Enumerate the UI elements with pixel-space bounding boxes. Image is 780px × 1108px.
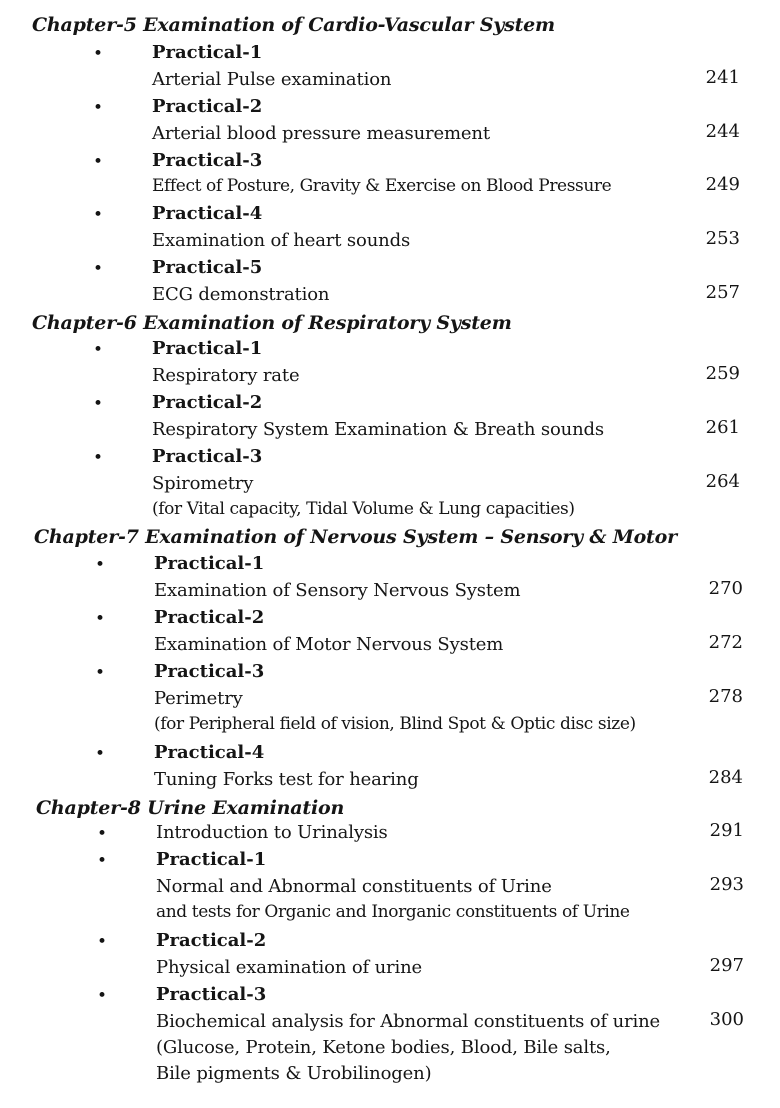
bullet: •	[97, 986, 108, 1006]
practical-subtitle: Bile pigments & Urobilinogen)	[156, 1063, 432, 1084]
page-number: 257	[705, 282, 740, 303]
page-number: 244	[705, 121, 740, 142]
bullet: •	[93, 340, 104, 360]
practical-heading: Practical-1	[156, 849, 267, 870]
practical-title: Respiratory System Examination & Breath sounds	[152, 419, 604, 440]
page-number: 259	[705, 363, 740, 384]
bullet: •	[97, 932, 108, 952]
practical-heading: Practical-2	[156, 930, 267, 951]
page-number: 264	[705, 471, 740, 492]
practical-title: Effect of Posture, Gravity & Exercise on Blood Pressure	[152, 176, 612, 196]
practical-heading: Practical-2	[154, 607, 265, 628]
practical-heading: Practical-1	[152, 338, 263, 359]
bullet: •	[95, 555, 106, 575]
practical-heading: Practical-3	[152, 150, 263, 171]
bullet: •	[97, 851, 108, 871]
bullet: •	[93, 98, 104, 118]
bullet: •	[93, 259, 104, 279]
page-number: 249	[705, 174, 740, 195]
practical-title: Normal and Abnormal constituents of Urine	[156, 876, 552, 897]
practical-title: Examination of Motor Nervous System	[154, 634, 504, 655]
bullet: •	[93, 44, 104, 64]
practical-title: Perimetry	[154, 688, 243, 709]
page-number: 291	[709, 820, 744, 841]
practical-subtitle: (Glucose, Protein, Ketone bodies, Blood, Bile salts,	[156, 1037, 611, 1058]
practical-heading: Practical-4	[154, 742, 265, 763]
practical-title: Spirometry	[152, 473, 254, 494]
practical-heading: Practical-2	[152, 392, 263, 413]
practical-title: ECG demonstration	[152, 284, 330, 305]
practical-heading: Practical-3	[156, 984, 267, 1005]
page-number: 278	[708, 686, 743, 707]
page-number: 253	[705, 228, 740, 249]
chapter-7-title: Chapter-7 Examination of Nervous System – Sensory & Motor	[34, 526, 677, 548]
practical-subtitle: (for Vital capacity, Tidal Volume & Lung capacities)	[152, 499, 575, 519]
bullet: •	[93, 152, 104, 172]
chapter-6-title: Chapter-6 Examination of Respiratory System	[32, 312, 512, 334]
page-number: 261	[705, 417, 740, 438]
bullet: •	[93, 205, 104, 225]
practical-heading: Practical-1	[152, 42, 263, 63]
page-number: 293	[709, 874, 744, 895]
bullet: •	[93, 448, 104, 468]
bullet: •	[95, 663, 106, 683]
practical-title: Tuning Forks test for hearing	[154, 769, 419, 790]
bullet: •	[93, 394, 104, 414]
practical-heading: Practical-4	[152, 203, 263, 224]
page-number: 300	[709, 1009, 744, 1030]
chapter-5-title: Chapter-5 Examination of Cardio-Vascular System	[32, 14, 555, 36]
bullet: •	[95, 744, 106, 764]
intro-title: Introduction to Urinalysis	[156, 822, 388, 843]
page-number: 272	[708, 632, 743, 653]
page-number: 241	[705, 67, 740, 88]
practical-title: Respiratory rate	[152, 365, 300, 386]
practical-heading: Practical-3	[152, 446, 263, 467]
practical-title: Arterial blood pressure measurement	[152, 123, 490, 144]
practical-title: Biochemical analysis for Abnormal constituents of urine	[156, 1011, 661, 1032]
practical-subtitle: (for Peripheral field of vision, Blind Spot & Optic disc size)	[154, 714, 636, 734]
bullet: •	[95, 609, 106, 629]
page-number: 297	[709, 955, 744, 976]
page-number: 284	[708, 767, 743, 788]
practical-heading: Practical-1	[154, 553, 265, 574]
bullet: •	[97, 824, 108, 844]
practical-heading: Practical-2	[152, 96, 263, 117]
practical-title: Examination of Sensory Nervous System	[154, 580, 521, 601]
chapter-8-title: Chapter-8 Urine Examination	[36, 797, 345, 819]
practical-title: Examination of heart sounds	[152, 230, 411, 251]
practical-title: Physical examination of urine	[156, 957, 423, 978]
practical-title: Arterial Pulse examination	[152, 69, 392, 90]
practical-heading: Practical-3	[154, 661, 265, 682]
practical-heading: Practical-5	[152, 257, 263, 278]
page-number: 270	[708, 578, 743, 599]
practical-subtitle: and tests for Organic and Inorganic constituents of Urine	[156, 902, 630, 922]
